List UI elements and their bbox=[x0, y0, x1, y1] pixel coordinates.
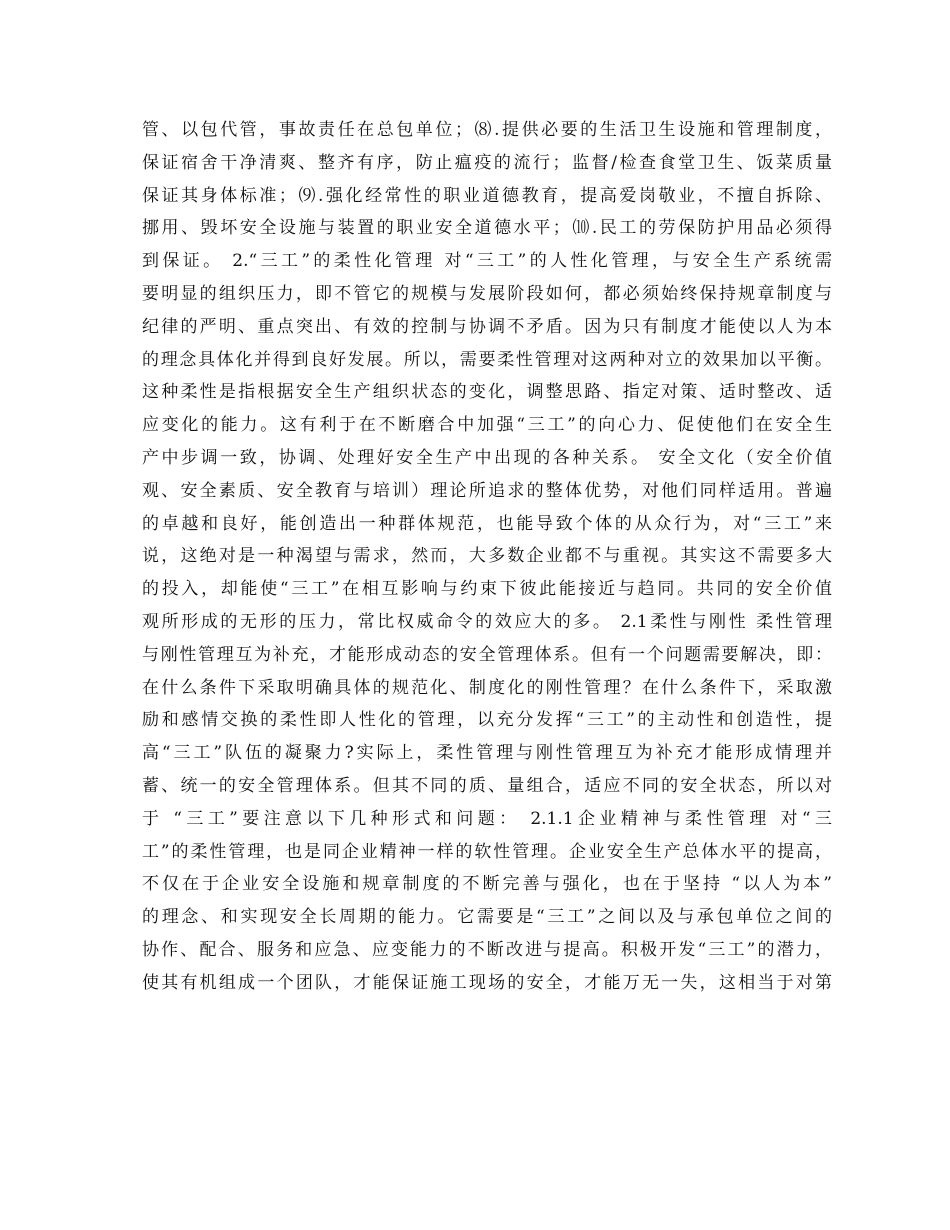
body-text bbox=[142, 114, 832, 1000]
text-line: 在什么条件下采取明确具体的规范化、制度化的刚性管理？在什么条件下，采取激 bbox=[142, 677, 832, 698]
text-line: 于 “三工”要注意以下几种形式和问题： 2.1.1企业精神与柔性管理 对“三 bbox=[142, 808, 832, 829]
text-line: 的理念具体化并得到良好发展。所以，需要柔性管理对这两种对立的效果加以平衡。 bbox=[142, 349, 832, 370]
text-line: 管、以包代管，事故责任在总包单位；⑻.提供必要的生活卫生设施和管理制度， bbox=[142, 120, 832, 140]
text-line: 与刚性管理互为补充，才能形成动态的安全管理体系。但有一个问题需要解决，即： bbox=[142, 644, 832, 665]
text-line: 高“三工”队伍的凝聚力?实际上，柔性管理与刚性管理互为补充才能形成情理并 bbox=[142, 743, 832, 764]
text-line: 蓄、统一的安全管理体系。但其不同的质、量组合，适应不同的安全状态，所以对 bbox=[142, 775, 832, 796]
text-line: 应变化的能力。这有利于在不断磨合中加强“三工”的向心力、促使他们在安全生 bbox=[142, 415, 832, 436]
text-line: 不仅在于企业安全设施和规章制度的不断完善与强化，也在于坚持 “以人为本” bbox=[142, 874, 832, 895]
text-line: 这种柔性是指根据安全生产组织状态的变化，调整思路、指定对策、适时整改、适 bbox=[142, 382, 832, 403]
text-line: 纪律的严明、重点突出、有效的控制与协调不矛盾。因为只有制度才能使以人为本 bbox=[142, 316, 832, 337]
text-line: 工”的柔性管理，也是同企业精神一样的软性管理。企业安全生产总体水平的提高， bbox=[142, 841, 832, 862]
text-line: 励和感情交换的柔性即人性化的管理，以充分发挥“三工”的主动性和创造性，提 bbox=[142, 710, 832, 731]
text-line: 的理念、和实现安全长周期的能力。它需要是“三工”之间以及与承包单位之间的 bbox=[142, 907, 832, 928]
text-line: 说，这绝对是一种渴望与需求，然而，大多数企业都不与重视。其实这不需要多大 bbox=[142, 546, 832, 567]
text-line: 观、安全素质、安全教育与培训）理论所追求的整体优势，对他们同样适用。普遍 bbox=[142, 480, 832, 501]
text-line: 挪用、毁坏安全设施与装置的职业安全道德水平；⑽.民工的劳保防护用品必须得 bbox=[142, 218, 832, 239]
text-line: 产中步调一致，协调、处理好安全生产中出现的各种关系。 安全文化（安全价值 bbox=[142, 447, 832, 468]
text-line: 协作、配合、服务和应急、应变能力的不断改进与提高。积极开发“三工”的潜力， bbox=[142, 939, 832, 960]
text-line: 到保证。 2.“三工”的柔性化管理 对“三工”的人性化管理，与安全生产系统需 bbox=[142, 251, 832, 272]
text-line: 观所形成的无形的压力，常比权威命令的效应大的多。 2.1柔性与刚性 柔性管理 bbox=[142, 611, 832, 632]
text-line: 保证宿舍干净清爽、整齐有序，防止瘟疫的流行；监督/检查食堂卫生、饭菜质量 bbox=[142, 152, 832, 173]
text-line: 的投入，却能使“三工”在相互影响与约束下彼此能接近与趋同。共同的安全价值 bbox=[142, 579, 832, 600]
text-line: 使其有机组成一个团队，才能保证施工现场的安全，才能万无一失，这相当于对第 bbox=[142, 972, 832, 993]
text-line: 要明显的组织压力，即不管它的规模与发展阶段如何，都必须始终保持规章制度与 bbox=[142, 283, 832, 304]
text-line: 的卓越和良好，能创造出一种群体规范，也能导致个体的从众行为，对“三工”来 bbox=[142, 513, 832, 534]
text-line: 保证其身体标准；⑼.强化经常性的职业道德教育，提高爱岗敬业，不擅自拆除、 bbox=[142, 185, 832, 206]
